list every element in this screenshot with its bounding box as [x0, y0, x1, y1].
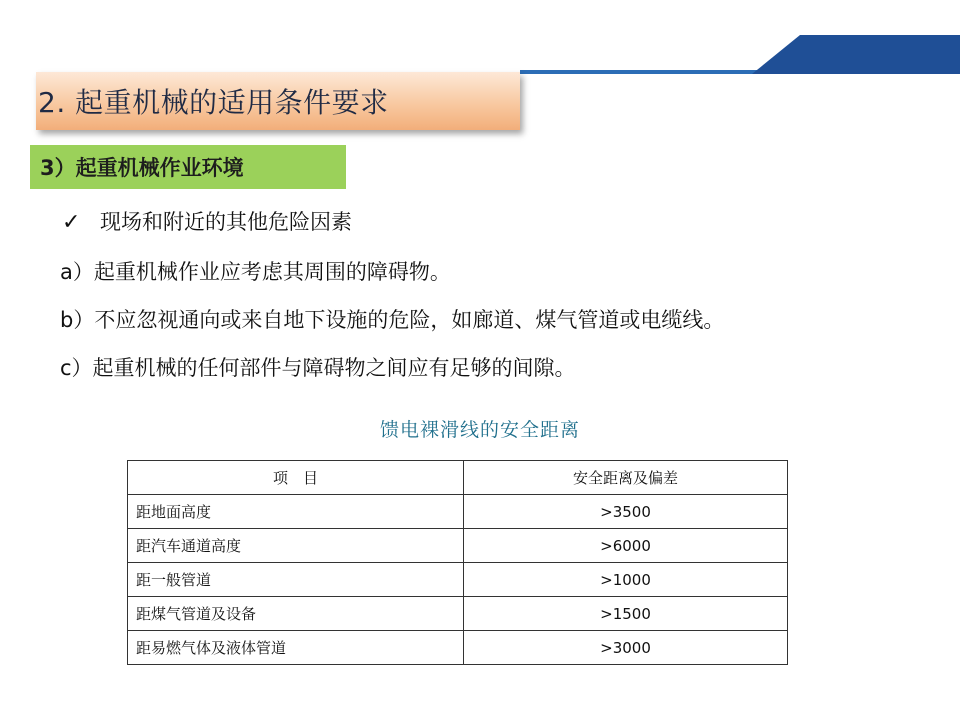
table-cell-distance: >6000 [464, 529, 788, 563]
paragraph-a: a）起重机械作业应考虑其周围的障碍物。 [60, 260, 451, 284]
header-decoration-band [0, 0, 960, 80]
table-row [128, 495, 788, 529]
column-header-item: 项 目 [128, 461, 464, 495]
column-header-distance: 安全距离及偏差 [464, 461, 788, 495]
table-row [128, 631, 788, 665]
table-cell-distance: >3000 [464, 631, 788, 665]
table-cell-item: 距一般管道 [128, 563, 464, 597]
table-cell-distance: >1500 [464, 597, 788, 631]
check-item-text: 现场和附近的其他危险因素 [100, 210, 352, 234]
table-row [128, 597, 788, 631]
table-cell-item: 距汽车通道高度 [128, 529, 464, 563]
table-cell-item: 距易燃气体及液体管道 [128, 631, 464, 665]
table-row [128, 529, 788, 563]
section-heading-box [30, 145, 346, 189]
safety-distance-table [127, 460, 788, 665]
check-icon: ✓ [62, 210, 81, 235]
check-list-item [62, 206, 352, 236]
table-cell-item: 距煤气管道及设备 [128, 597, 464, 631]
paragraph-b: b）不应忽视通向或来自地下设施的危险，如廊道、煤气管道或电缆线。 [60, 308, 725, 332]
table-caption: 馈电裸滑线的安全距离 [379, 419, 580, 441]
slide-title: 2. 起重机械的适用条件要求 [38, 86, 389, 119]
table-cell-item: 距地面高度 [128, 495, 464, 529]
section-heading: 3）起重机械作业环境 [40, 156, 244, 180]
slide-title-box [36, 72, 520, 130]
paragraph-c: c）起重机械的任何部件与障碍物之间应有足够的间隙。 [60, 356, 576, 380]
table-row [128, 563, 788, 597]
table-header-row [128, 461, 788, 495]
table-cell-distance: >3500 [464, 495, 788, 529]
table-cell-distance: >1000 [464, 563, 788, 597]
